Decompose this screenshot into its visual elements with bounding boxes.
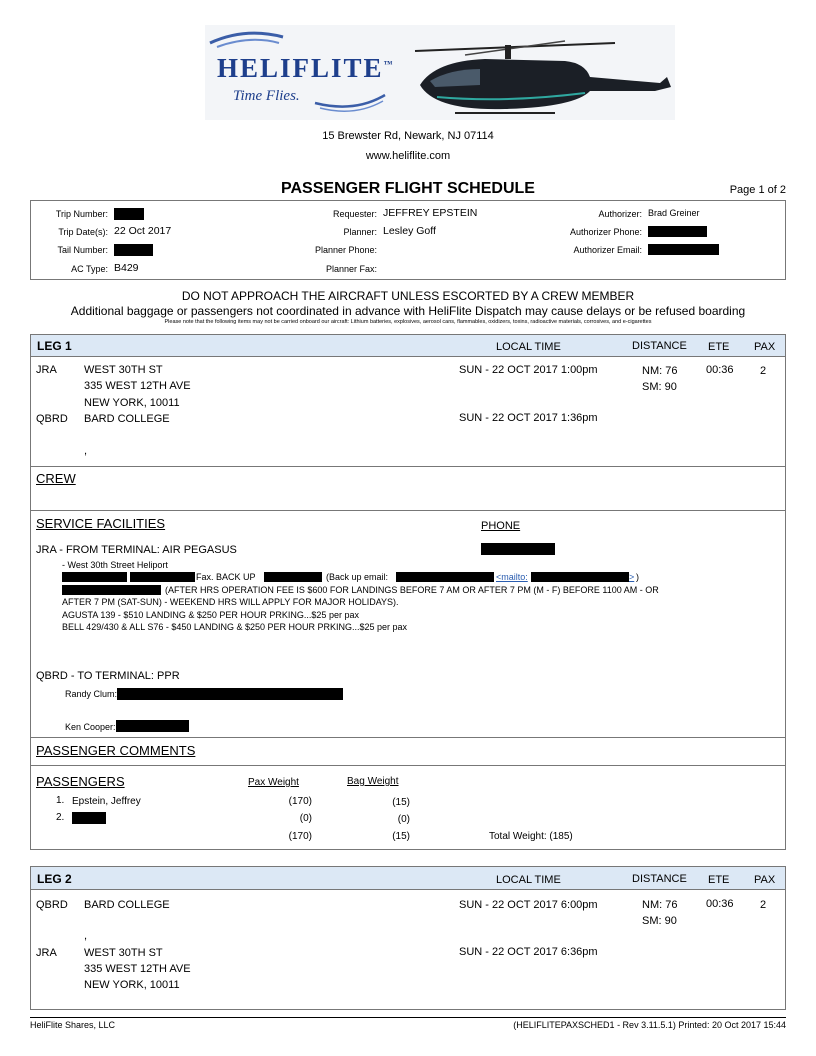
leg1-col-local-time: LOCAL TIME: [496, 341, 561, 353]
jra-after-hours-line2: AFTER 7 PM (SAT-SUN) - WEEKEND HRS WILL APPLY FOR MAJOR HOLIDAYS).: [62, 597, 399, 607]
jra-contact-redacted-3: [62, 585, 161, 595]
escort-notice: DO NOT APPROACH THE AIRCRAFT UNLESS ESCORTED BY A CREW MEMBER: [181, 289, 635, 303]
footer-company: HeliFlite Shares, LLC: [30, 1020, 116, 1030]
jra-agusta-fees: AGUSTA 139 - $510 LANDING & $250 PER HOUR PRKING...$25 per pax: [62, 610, 359, 620]
jra-contact-redacted-2: [130, 572, 195, 582]
page-number: Page 1 of 2: [729, 184, 786, 196]
leg1-ete: 00:36: [706, 364, 734, 376]
qbrd-contact-ken: Ken Cooper:: [65, 722, 116, 732]
passenger-2-pax-weight: (0): [299, 813, 312, 824]
footer-divider: [30, 1017, 786, 1018]
leg2-to-code: JRA: [36, 947, 57, 959]
leg2-col-local-time: LOCAL TIME: [496, 874, 561, 886]
jra-heliport-name: - West 30th Street Heliport: [62, 560, 168, 570]
leg1-from-code: JRA: [36, 364, 57, 376]
leg1-col-pax: PAX: [754, 341, 776, 353]
leg1-from-name: WEST 30TH ST: [84, 364, 163, 376]
jra-phone-redacted: [481, 543, 555, 555]
leg2-arrive-time: SUN - 22 OCT 2017 6:36pm: [459, 946, 598, 958]
footer-print-info: (HELIFLITEPAXSCHED1 - Rev 3.11.5.1) Printed: 20 Oct 2017 15:44: [513, 1020, 786, 1030]
authorizer-email-label: Authorizer Email:: [573, 245, 642, 255]
passenger-comments-title: PASSENGER COMMENTS: [36, 743, 196, 758]
passenger-1-pax-weight: (170): [288, 796, 312, 807]
requester-label: Requester:: [332, 209, 377, 219]
passengers-title: PASSENGERS: [36, 774, 125, 789]
leg1-col-distance: DISTANCE: [632, 340, 687, 352]
ac-type-label: AC Type:: [71, 264, 108, 274]
jra-contact-redacted-1: [62, 572, 127, 582]
jra-bell-fees: BELL 429/430 & ALL S76 - $450 LANDING & $250 PER HOUR PRKING...$25 per pax: [62, 622, 408, 632]
passenger-2-number: 2.: [56, 812, 65, 823]
jra-mailto-end[interactable]: [629, 572, 634, 582]
logo-wordmark: [217, 53, 395, 84]
page-title: PASSENGER FLIGHT SCHEDULE: [281, 180, 535, 197]
jra-backup-email-text: (Back up email:: [326, 572, 389, 582]
trip-number-label: Trip Number:: [55, 209, 108, 219]
leg1-sm: SM: 90: [642, 381, 677, 393]
company-address: 15 Brewster Rd, Newark, NJ 07114: [322, 130, 494, 142]
jra-mailto-link[interactable]: <mailto:: [496, 572, 528, 582]
leg2-to-street: 335 WEST 12TH AVE: [84, 963, 191, 975]
leg1-pax-count: 2: [760, 365, 767, 377]
leg2-from-code: QBRD: [36, 899, 68, 911]
jra-backup-phone-redacted: [264, 572, 322, 582]
trip-number-redacted: [114, 208, 144, 220]
jra-mailto-prefix[interactable]: [496, 572, 528, 582]
service-facilities-title: SERVICE FACILITIES: [36, 516, 166, 531]
leg1-nm: NM: 76: [642, 365, 678, 377]
trip-dates-label: Trip Date(s):: [58, 227, 108, 237]
leg2-col-distance: DISTANCE: [632, 873, 687, 885]
jra-email-paren-end: ): [636, 572, 639, 582]
leg2-ete: 00:36: [706, 898, 734, 910]
leg1-depart-time: SUN - 22 OCT 2017 1:00pm: [459, 364, 598, 376]
logo-tagline: Time Flies.: [233, 88, 300, 104]
trip-dates-value: 22 Oct 2017: [114, 225, 172, 237]
leg1-to-code: QBRD: [36, 413, 68, 425]
authorizer-phone-label: Authorizer Phone:: [569, 227, 642, 237]
leg2-nm: NM: 76: [642, 899, 678, 911]
jra-fax-backup-text: Fax. BACK UP: [196, 572, 256, 582]
divider: [31, 510, 785, 511]
passenger-1-name: Epstein, Jeffrey: [72, 796, 141, 807]
company-website: www.heliflite.com: [365, 150, 451, 162]
total-weight: Total Weight: (185): [489, 831, 573, 842]
leg2-title: LEG 2: [37, 872, 72, 886]
pax-weight-header: Pax Weight: [248, 777, 299, 788]
leg2-from-address: ,: [84, 930, 88, 942]
requester-value: JEFFREY EPSTEIN: [383, 207, 478, 219]
crew-section-title: CREW: [36, 471, 76, 486]
planner-phone-label: Planner Phone:: [314, 245, 377, 255]
jra-mailto-link-end[interactable]: >: [629, 572, 635, 582]
leg1-title: LEG 1: [37, 339, 72, 353]
leg1-from-street: 335 WEST 12TH AVE: [84, 380, 191, 392]
qbrd-contact-randy-redacted: [117, 688, 343, 700]
leg2-to-city: NEW YORK, 10011: [84, 979, 180, 991]
qbrd-contact-ken-redacted: [116, 720, 189, 732]
leg2-from-name: BARD COLLEGE: [84, 899, 170, 911]
divider: [31, 765, 785, 766]
logo-name: HELIFLITE: [217, 53, 384, 83]
phone-column-label: PHONE: [481, 520, 521, 532]
planner-value: Lesley Goff: [383, 225, 436, 237]
ac-type-value: B429: [114, 262, 139, 274]
authorizer-phone-redacted: [648, 226, 707, 237]
authorizer-label: Authorizer:: [598, 209, 642, 219]
qbrd-contact-randy: Randy Clum:: [65, 689, 118, 699]
leg1-col-ete: ETE: [708, 341, 730, 353]
bag-weight-header: Bag Weight: [347, 776, 399, 787]
leg2-pax-count: 2: [760, 899, 767, 911]
divider: [31, 466, 785, 467]
jra-mailto-redacted: [531, 572, 629, 582]
passenger-2-name-redacted: [72, 812, 106, 824]
leg1-to-name: BARD COLLEGE: [84, 413, 170, 425]
leg2-depart-time: SUN - 22 OCT 2017 6:00pm: [459, 899, 598, 911]
leg1-to-address: ,: [84, 445, 88, 457]
authorizer-value: Brad Greiner: [648, 208, 700, 218]
leg2-col-ete: ETE: [708, 874, 730, 886]
total-bag-weight: (15): [392, 831, 410, 842]
leg2-to-name: WEST 30TH ST: [84, 947, 163, 959]
planner-label: Planner:: [343, 227, 377, 237]
planner-fax-label: Planner Fax:: [325, 264, 377, 274]
total-pax-weight: (170): [288, 831, 312, 842]
divider: [31, 737, 785, 738]
prohibited-items-notice: Please note that the following items may not be carried onboard our aircraft: Lithium batteries, explosives, aerosol cans, flammables, oxidizers, toxins, radioactive materials, corrosives, and e-cigarettes: [164, 319, 652, 325]
tail-number-redacted: [114, 244, 153, 256]
passenger-2-bag-weight: (0): [397, 814, 410, 825]
leg2-col-pax: PAX: [754, 874, 776, 886]
passenger-1-bag-weight: (15): [392, 797, 410, 808]
jra-terminal: JRA - FROM TERMINAL: AIR PEGASUS: [36, 544, 237, 556]
qbrd-terminal: QBRD - TO TERMINAL: PPR: [36, 670, 180, 682]
passenger-1-number: 1.: [56, 795, 65, 806]
jra-backup-email-redacted: [396, 572, 494, 582]
company-logo: [205, 25, 675, 120]
authorizer-email-redacted: [648, 244, 719, 255]
leg1-from-city: NEW YORK, 10011: [84, 397, 180, 409]
tail-number-label: Tail Number:: [57, 245, 108, 255]
jra-after-hours-line1: (AFTER HRS OPERATION FEE IS $600 FOR LANDINGS BEFORE 7 AM OR AFTER 7 PM (M - F) BEFORE 1100 AM - OR: [165, 585, 659, 595]
leg1-arrive-time: SUN - 22 OCT 2017 1:36pm: [459, 412, 598, 424]
leg2-sm: SM: 90: [642, 915, 677, 927]
baggage-notice: Additional baggage or passengers not coordinated in advance with HeliFlite Dispatch may cause delays or be refused boarding: [70, 304, 746, 318]
logo-trademark: ™: [383, 59, 395, 69]
